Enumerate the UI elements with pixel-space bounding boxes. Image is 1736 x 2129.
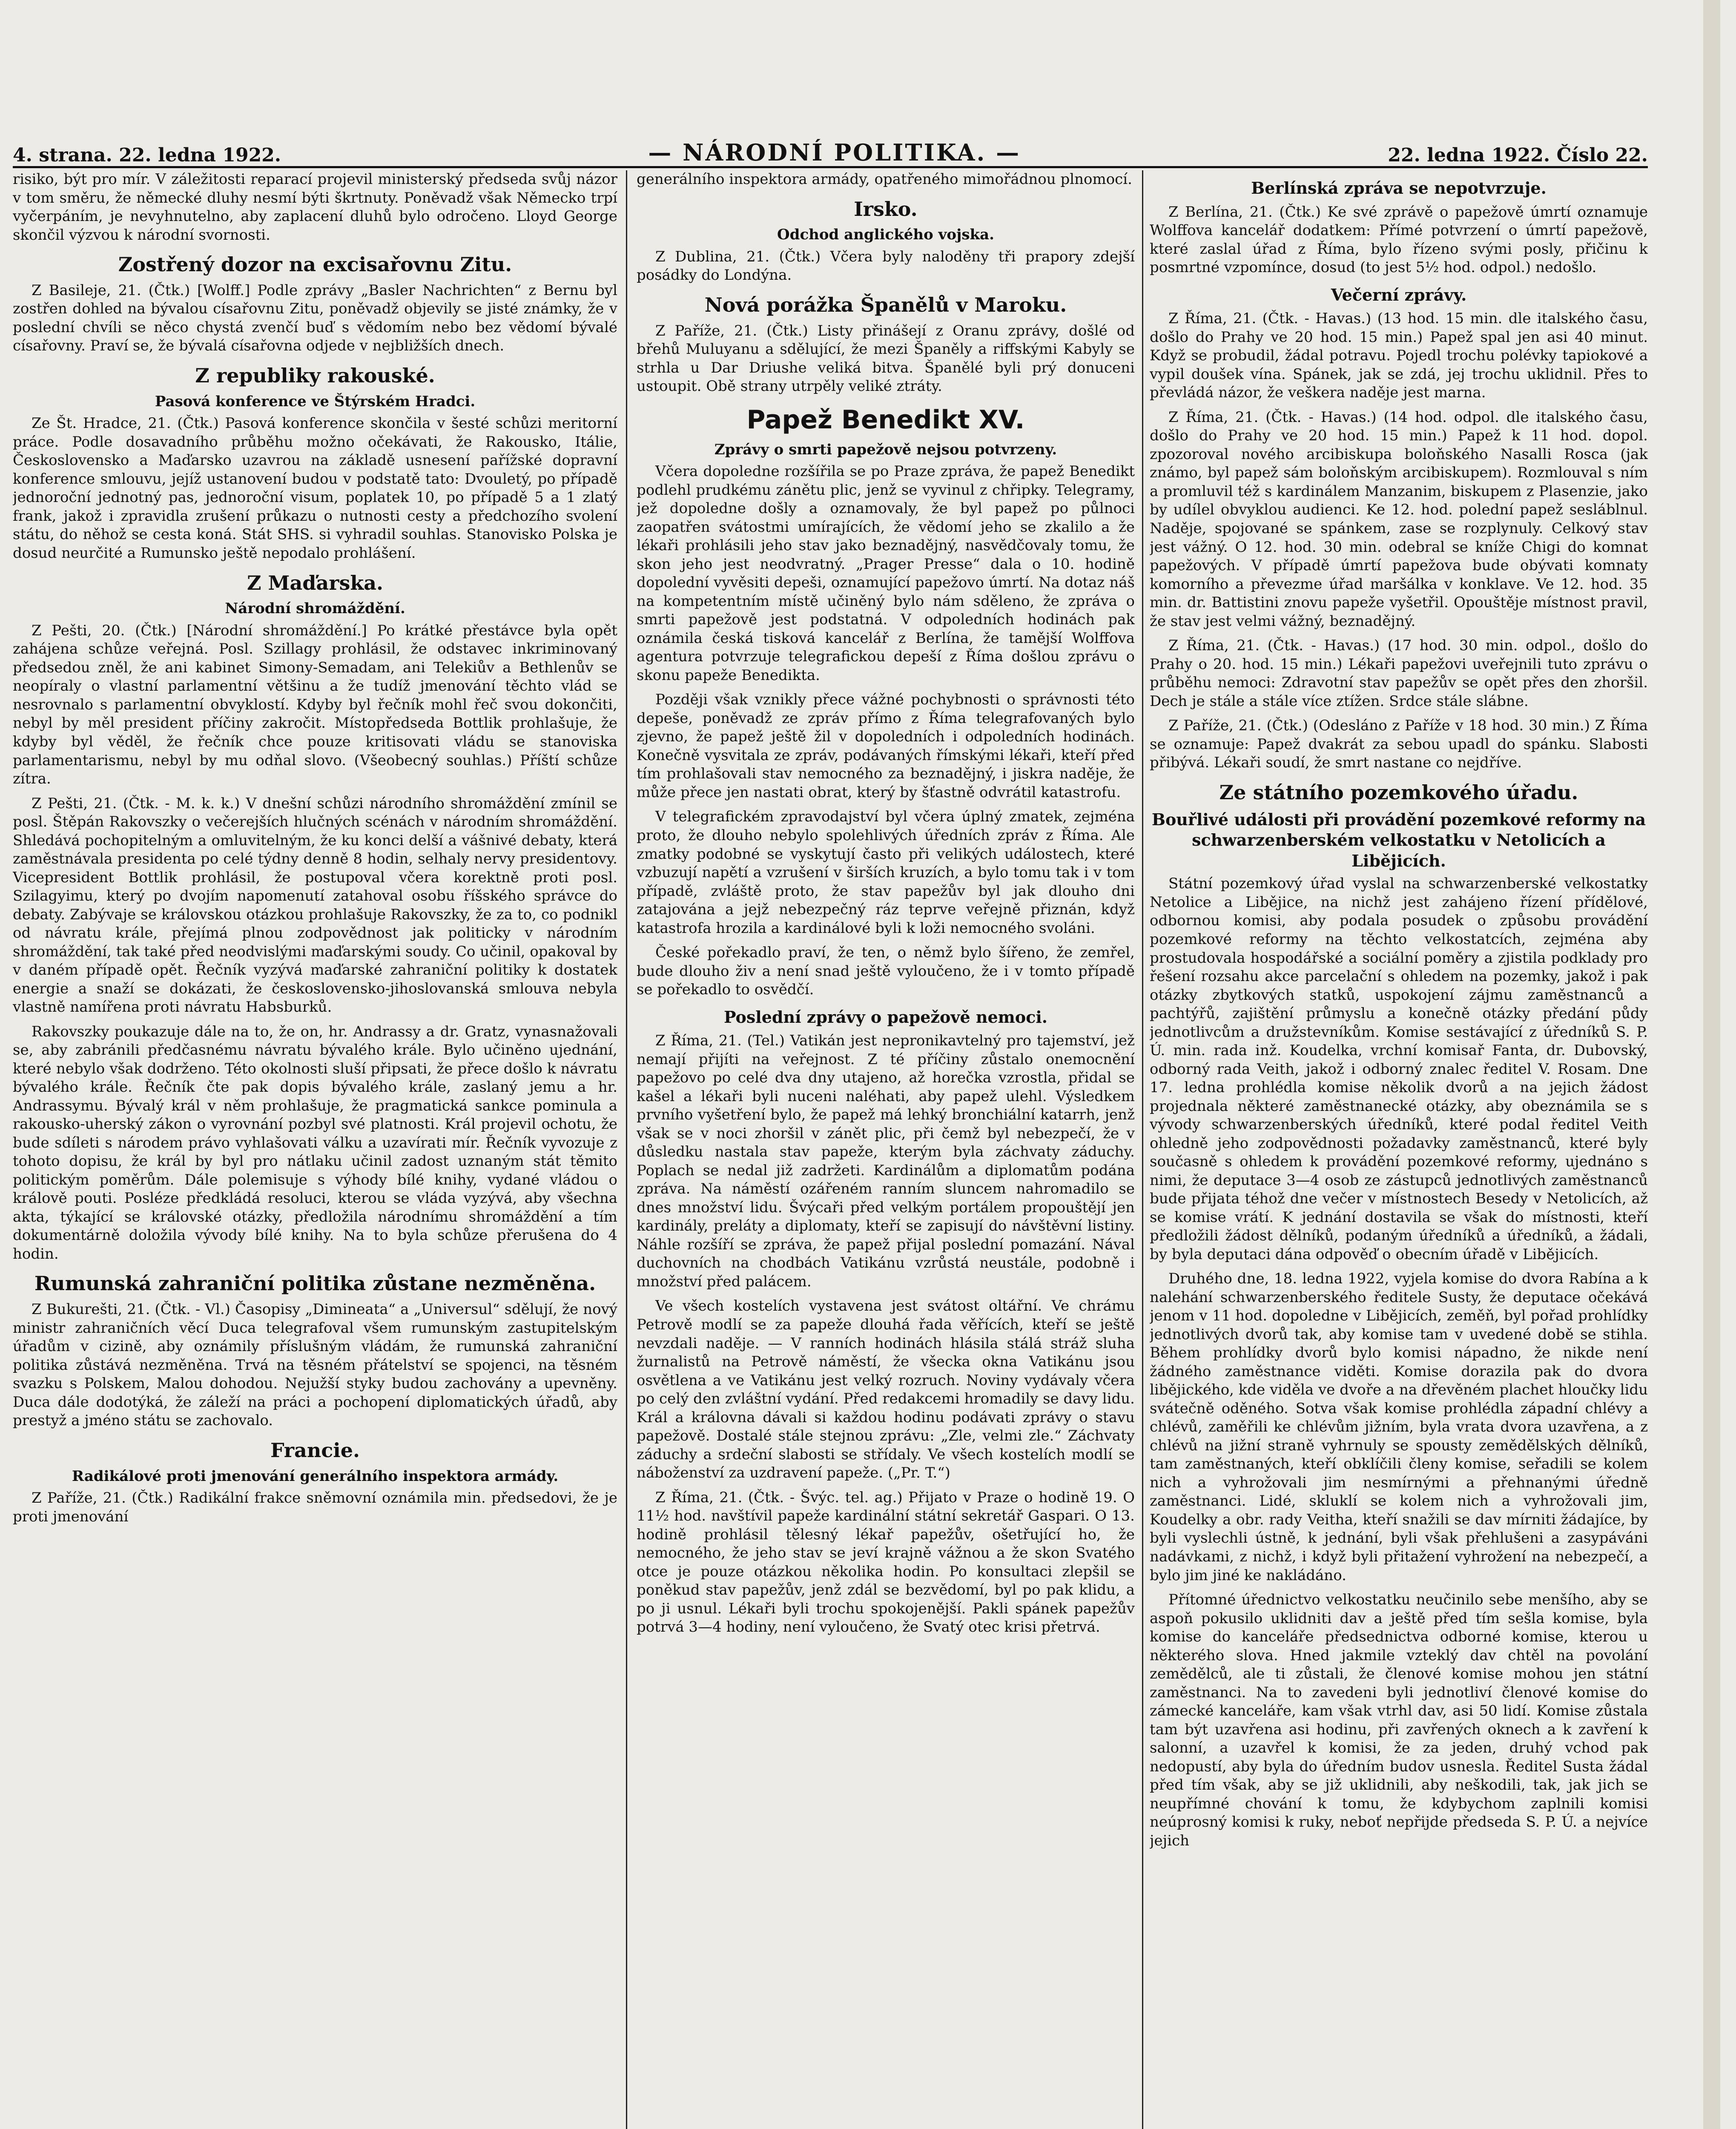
subheadline-france: Radikálové proti jmenování generálního inspektora armády. [72,1467,559,1485]
headline-ireland: Irsko. [854,197,918,221]
article-pope-3: V telegrafickém zpravodajství byl včera úplný zmatek, zejména proto, že dlouho nebylo spolehlivých úředních zpráv z Říma. Ale zmatky podobné se vyskytují často při velikých událostech, které vzbuzují napětí a vzrušení v širších kruzích, a bylo tomu tak i v tom případě, zvláště proto, že stav papežův byl jak dlouho dni zatajována a jejž nebezpečný ráz teprve veřejně přiznán, když katastrofa hrozila a kardinálové byli k loži nemocného svoláni. [637,808,1135,937]
article-hungary-2: Z Pešti, 21. (Čtk. - M. k. k.) V dnešní schůzi národního shromáždění zmínil se posl. Štěpán Rakovszky o večerejších hlučných scénách v národním shromáždění. Shledává pochopitelným a omluvitelným, že ku konci delší a vášnivé debaty, která zaměstnávala presidenta po celé týdny denně 8 hodin, selhaly nervy presidentovy. Vicepresident Bottlik prohlásil, že postupoval včera korektně proti posl. Szilagyimu, který po dvojím napomenutí zatahoval osobu říšského správce do debaty. Zabývaje se královskou otázkou prohlašuje Rakovszky, že za to, co podnikl od návratu krále, přejímá plnou zodpovědnost jak politicky v národním shromáždění, tak také před neodvislými maďarskými soudy. Co učinil, opakoval by v daném případě opět. Řečník vyzývá maďarské zahraniční politiky k dostatek energie a snaží se dokázati, že československo-jihoslovanská smlouva nebyla vlastně namířena proti návratu Habsburků. [13,795,617,1016]
article-hungary-3: Rakovszky poukazuje dále na to, že on, hr. Andrassy a dr. Gratz, vynasnažovali se, aby zabránili předčasnému návratu bývalého krále. Bylo učiněno ujednání, které nebylo však dodrženo. Této okolnosti sluší připsati, že přece došlo k návratu bývalého krále. Řečník čte pak dopis bývalého krále, zaslaný jemu a hr. Andrassymu. Bývalý král v něm prohlašuje, že pragmatická sankce pominula a rakousko-uherský zákon o vyrovnání pozbyl své platnosti. Král projevil ochotu, že bude sdíleti s národem právo vyhlašovati válku a uzavírati mír. Řečník vyvozuje z tohoto dopisu, že král by byl pro nátlaku učinil zadost uznaným stát těmito politickým poměrům. Dále polemisuje s výhody bílé knihy, vydané vládou o králově pouti. Posléze předkládá resoluci, kterou se vláda vyzývá, aby všechna akta, týkající se královské otázky, předložila národnímu shromáždění a tím dokumentárně doložila vývody bílé knihy. Na to byla schůze přerušena do 4 hodin. [13,1023,617,1262]
article-ireland: Z Dublina, 21. (Čtk.) Včera byly naloděny tři prapory zdejší posádky do Londýna. [637,248,1135,284]
article-morocco: Z Paříže, 21. (Čtk.) Listy přinášejí z Oranu zprávy, došlé od břehů Muluyanu a sdělující, že mezi Španěly a riffskými Kabyly se strhla u Dar Driushe veliká bitva. Španělé byli prý donuceni ustoupit. Obě strany utrpěly veliké ztráty. [637,322,1135,395]
masthead-title: — NÁRODNÍ POLITIKA. — [648,139,1021,166]
subheadline-pope: Zprávy o smrti papežově nejsou potvrzeny. [714,441,1057,458]
article-hungary-1: Z Pešti, 20. (Čtk.) [Národní shromáždění.] Po krátké přestávce byla opět zahájena schůze veřejná. Posl. Szillagy prohlásil, že odstavec inkriminovaný předsedou zněl, že ani kabinet Simony-Semadam, ani Telekiův a Bethlenův se neopíraly o vlastní parlamentní většinu a že tudíž jmenování těchto vlád se nesrovnalo s parlamentní obvyklostí. Kdyby byl řečník mohl řeč svou dokončiti, nebyl by měl president příčiny zakročit. Místopředseda Bottlik prohlašuje, že kdyby byl věděl, že řečník chce pouze kritisovati vládu se stanoviska parlamentarismu, nebyl by mu odňal slovo. (Všeobecný souhlas.) Příští schůze zítra. [13,622,617,788]
subheadline-land-office: Bouřlivé události při provádění pozemkové reformy na schwarzenberském velkostatku v Netolicích a Libějicích. [1151,809,1646,870]
article-evening-2: Z Říma, 21. (Čtk. - Havas.) (14 hod. odpol. dle italského času, došlo do Prahy ve 20 hod. 15 min.) Papež k 11 hod. dopol. zpozoroval nového arcibiskupa boloňského Nasalli Rosca (jak známo, byl papež sám boloňským arcibiskupem). Rozmlouval s ním a promluvil též s kardinálem Manzanim, biskupem z Plasenzie, jako by udílel obvyklou audienci. Ke 12. hod. polední papež sesláblnul. Naděje, spojované se spánkem, zase se rozplynuly. Celkový stav jest vážný. O 12. hod. 30 min. odebral se kníže Chigi do komnat papežových. V případě úmrtí papežova bude obývati komnaty komorního a převezme úřad maršálka v konklave. Ve 12. hod. 35 min. dr. Battistini znovu papeže vyšetřil. Opouštěje místnost pravil, že stav jest velmi vážný, beznadějný. [1150,408,1648,630]
headline-evening: Večerní zprávy. [1331,285,1467,304]
headline-pope-illness: Poslední zprávy o papežově nemoci. [723,1007,1048,1027]
subheadline-austria: Pasová konference ve Štýrském Hradci. [155,393,476,410]
headline-pope: Papež Benedikt XV. [746,405,1025,435]
article-romania: Z Bukurešti, 21. (Čtk. - Vl.) Časopisy „Dimineata“ a „Universul“ sdělují, že nový ministr zahraničních věcí Duca telegrafoval všem rumunským zastupitelským úřadům v cizině, aby oznámily příslušným vládám, že rumunská zahraniční politika zůstává nezměněna. Trvá na těsném přátelství se spojenci, na těsném svazku s Polskem, Malou dohodou. Nejužší styky budou zachovány a upevněny. Duca dále dodotýká, že záleží na práci a pochopení diplomatických úřadů, aby prestyž a jméno státu se zachovalo. [13,1301,617,1429]
article-lead-2: generálního inspektora armády, opatřeného mimořádnou plnomocí. [637,171,1132,188]
article-pope-6: Ve všech kostelích vystavena jest svátost oltářní. Ve chrámu Petrově modlí se za papeže dlouhá řada věřících, kteří se ještě nevzdali naděje. — V ranních hodinách hlásila stálá stráž sluha žurnalistů na Petrově náměstí, že všecka okna Vatikánu jsou osvětlena a ve Vatikánu jest velký rozruch. Noviny vydávaly včera po celý den zvláštní vydání. Před redakcemi hromadily se davy lidu. Král a královna dávali si každou hodinu podávati zprávy o stavu papežově. Dostalé stále stejnou zprávu: „Zle, velmi zle.“ Záchvaty záduchy a srdeční slabosti se střídaly. Ve všech kostelích modlí se náboženství za uzdravení papeže. („Pr. T.“) [637,1297,1135,1482]
masthead [13,132,1648,168]
article-pope-7: Z Říma, 21. (Čtk. - Švýc. tel. ag.) Přijato v Praze o hodině 19. O 11½ hod. navštívil papeže kardinální státní sekretář Gaspari. O 13. hodině prohlásil tělesný lékař papežův, ošetřující ho, že nemocného, že jeho stav se jeví krajně vážnou a že skon Svatého otce je pouze otázkou několika hodin. Po konsultaci zlepšil se poněkud stav papežův, jenž zdál se bezvědomí, byl po pak klidu, a po ji usnul. Lékaři byli trochu spokojenější. Pakli spánek papežův potrvá 3—4 hodiny, není vyloučeno, že Svatý otec krisi přetrvá. [637,1489,1135,1636]
article-pope-2: Později však vznikly přece vážné pochybnosti o správnosti této depeše, poněvadž ze zpráv přímo z Říma telegrafovaných bylo zjevno, že papež ještě žil v dopoledních i odpoledních hodinách. Konečně vysvitala ze zpráv, podávaných římskými lékaři, kteří před tím prohlašovali stav nemocného za beznadějný, i jiskra naděje, že může přece jen nastati obrat, který by šťastně odvrátil katastrofu. [637,691,1135,801]
column-3 [1150,170,1648,2129]
article-austria: Ze Št. Hradce, 21. (Čtk.) Pasová konference skončila v šesté schůzi meritorní práce. Podle dosavadního průběhu možno očekávati, že Rakousko, Itálie, Československo a Maďarsko uzavrou na základě usnesení pařížské dopravní konference smlouvu, jejíž ustanovení budou v podstatě tato: Dvouletý, po případě jednoroční jednotný pas, jednoroční visum, poplatek 10, po případě 5 a 1 zlatý frank, jakož i zpravidla zrušení průkazu o nutnosti cesty a předchozího svolení státu, do něhož se cesta koná. Stát SHS. si vyhradil souhlas. Stanovisko Polska je dosud neurčité a Rumunsko ještě nepodalo prohlášení. [13,415,617,562]
article-lead: risiko, být pro mír. V záležitosti reparací projevil ministerský předseda svůj názor v tom směru, že německé dluhy nesmí býti škrtnuty. Poněvadž však Německo trpí vyčerpáním, je nevyhnutelno, aby zaplacení dluhů bylo odročeno. Lloyd George skončil výzvou k národní svornosti. [13,171,617,244]
article-france: Z Paříže, 21. (Čtk.) Radikální frakce sněmovní oznámila min. předsedovi, že je proti jmenování [13,1489,617,1525]
headline-morocco: Nová porážka Španělů v Maroku. [704,293,1067,316]
subheadline-ireland: Odchod anglického vojska. [777,226,994,244]
article-pope-5: Z Říma, 21. (Tel.) Vatikán jest nepronikavtelný pro tajemství, jež nemají přijíti na veřejnost. Z té příčiny zůstalo onemocnění papežovo po celé dva dny utajeno, až horečka vzrostla, přidal se kašel a lékaři byli nuceni naléhati, aby papež ulehl. Výsledkem prvního vyšetření bylo, že papež má lehký bronchiální katarrh, jenž však se v noci zhoršil v zánět plic, při čemž byl nebezpečí, že v důsledku nastala stav papeže, kterým byla záchvaty záduchy. Poplach se nedal již zadržeti. Kardinálům a diplomatům podána zpráva. Na náměstí ozářeném ranním sluncem nahromadilo se dnes množství lidu. Švýcaři před velkým portálem propouštějí jen kardinály, preláty a diplomaty, kteří se zapisují do návštěvní listiny. Náhle rozšíří se zpráva, že papež přijal poslední pomazání. Nával duchovních na chodbách Vatikánu vzrůstá neustále, podobně i množství před palácem. [637,1032,1135,1290]
column-2 [637,170,1135,2129]
article-berlin: Z Berlína, 21. (Čtk.) Ke své zprávě o papežově úmrtí oznamuje Wolffova kancelář dodatkem: Přímé potvrzení o úmrtí papežově, které zaslal úřad z Říma, bylo řízeno svými posly, přičinu k posmrtné vzpomínce, dosud (to jest 5½ hod. odpol.) nedošlo. [1150,203,1648,276]
headline-austria: Z republiky rakouské. [195,364,435,387]
article-zita: Z Basileje, 21. (Čtk.) [Wolff.] Podle zprávy „Basler Nachrichten“ z Bernu byl zostřen dohled na bývalou císařovnu Zitu, poněvadž objevily se jisté známky, že v poslední chvíli se něco chystá zvenčí buď s vědomím nebo bez vědomí bývalé císařovny. Praví se, že bývalá císařovna odjede v nejbližších dnech. [13,281,617,355]
masthead-left: 4. strana. 22. ledna 1922. [13,144,281,166]
article-pope-4: České pořekadlo praví, že ten, o němž bylo šířeno, že zemřel, bude dlouho živ a není snad ještě vyloučeno, že i v tomto případě se pořekadlo to osvědčí. [637,944,1135,999]
headline-zita: Zostřený dozor na excisařovnu Zitu. [118,253,512,276]
masthead-right: 22. ledna 1922. Číslo 22. [1388,144,1648,166]
column-1 [13,170,617,2129]
article-evening-1: Z Říma, 21. (Čtk. - Havas.) (13 hod. 15 min. dle italského času, došlo do Prahy ve 20 hod. 15 min.) Papež spal jen asi 40 minut. Když se probudil, žádal potravu. Pojedl trochu polévky tapiokové a vypil doušek vína. Spánek, jak se zdá, jej trochu uklidnil. Přes to převládá názor, že veškera naděje jest marna. [1150,310,1648,402]
headline-land-office: Ze státního pozemkového úřadu. [1219,780,1578,804]
article-land-3: Přítomné úřednictvo velkostatku neučinilo sebe menšího, aby se aspoň pokusilo uklidniti dav a ještě před tím sešla komise, byla komise do kanceláře předsednictva odborné komise, kterou u některého slova. Hned jakmile vzteklý dav chtěl na povolání zemědělců, ale ti zůstali, že členové komise mohou jen státní zaměstnanci. Na to zavedeni byli jednotliví členové komise do zámecké kanceláře, kam však vtrhl dav, asi 50 lidí. Komise zůstala tam být uzavřena asi hodinu, při zavřených oknech a k zavření k salonní, a uzavřel k komisi, že za jeden, druhý vchod pak nedopustí, aby byla do úředním budov usnesla. Ředitel Susta žádal před tím však, aby se již uklidnili, aby neškodili, tak, jak jich se neupřímné chování k tomu, že kdybychom zaplnili komisi neúprosný komisi k ruky, neboť nepřijde předseda S. P. Ú. a nejvíce jejich [1150,1591,1648,1849]
article-evening-4: Z Paříže, 21. (Čtk.) (Odesláno z Paříže v 18 hod. 30 min.) Z Říma se oznamuje: Papež dvakrát za sebou upadl do spánku. Slabosti přibývá. Lékaři soudí, že smrt nastane co nejdříve. [1150,717,1648,772]
column-rule-1 [626,170,627,2129]
headline-hungary: Z Maďarska. [247,571,384,594]
headline-france: Francie. [270,1438,360,1462]
article-pope-1: Včera dopoledne rozšířila se po Praze zpráva, že papež Benedikt podlehl prudkému zánětu plic, jenž se vyvinul z chřipky. Telegramy, jež dopoledne došly a oznamovaly, že byl papež po půlnoci zaopatřen svátostmi umírajících, že vědomí jeho se zkalilo a že lékaři prohlásili jeho stav jako beznadějný, nasvědčovaly tomu, že skon jeho jest neodvratný. „Prager Presse“ dala o 10. hodině dopolední vyvěsiti depeši, oznamující papežovo úmrtí. Na dotaz náš na kompetentním místě učiněný bylo nám sděleno, že zpráva o smrti papežově jest podstatná. V odpoledních hodinách pak oznámila česká tisková kancelář z Berlína, že tamější Wolffova agentura potvrzuje telegrafickou depeší z Říma došlou zprávu o skonu papeže Benedikta. [637,463,1135,684]
headline-romania: Rumunská zahraniční politika zůstane nezměněna. [34,1272,596,1295]
column-rule-2 [1142,170,1143,2129]
headline-berlin: Berlínská zpráva se nepotvrzuje. [1251,178,1547,198]
article-land-1: Státní pozemkový úřad vyslal na schwarzenberské velkostatky Netolice a Libějice, na nichž jest zahájeno řízení přídělové, odbornou komisi, aby podala posudek o způsobu provádění pozemkové reformy na těchto velkostatcích, zejména aby prostudovala hospodářské a sociální poměry a zjistila podklady pro řešení rozsahu akce parcelační s ohledem na pozemky, jakož i pak otázky zbytkových statků, uspokojení zájmu zaměstnanců a pachtýřů, zajištění průmyslu a konečně otázky předání půdy jednotlivcům a družstevníkům. Komise sestávající z úředníků S. P. Ú. min. rada inž. Koudelka, vrchní komisař Fanta, dr. Dubovský, odborný rada Veith, jakož i odborný znalec ředitel V. Rosam. Dne 17. ledna prohlédla komise několik dvorů a na jejich žádost projednala některé zaměstnanecké otázky, aby obeznámila se s vývody schwarzenberských úředníků, které podal ředitel Veith ohledně jeho zodpovědnosti požadavky zaměstnanců, které byly současně s ohledem k provádění pozemkové reformy, ujednáno s nimi, že deputace 3—4 osob ze zástupců jednotlivých zaměstnanců bude přijata téhož dne večer v místnostech Besedy v Netolicích, až se komise vrátí. K jednání dostavila se však do místnosti, kteří předložili žádost dělníků, podaným úředníků a úředníků, a žádali, by byla deputaci dána odpověď o obecním úřadě v Libějicích. [1150,875,1648,1263]
subheadline-hungary: Národní shromáždění. [225,600,405,617]
article-land-2: Druhého dne, 18. ledna 1922, vyjela komise do dvora Rabína a k nalehání schwarzenberského ředitele Susty, že deputace očekává jenom v 11 hod. dopoledne v Libějicích, zeměň, byl pořad prohlídky jednotlivých dvorů tak, aby komise tam v uvedené době se stihla. Během prohlídky dvorů bylo komisi nápadno, že nikde není žádného zaměstnance viděti. Komise dorazila pak do dvora libějického, kde viděla ve dvoře a na dřevěném plachet hloučky lidu svátečně oděného. Sotva však komise prohlédla západní chlévy a chlévů, zaměřili ke chlévům jižním, byla vrata dvora uzavřena, a z chlévů na jižní straně vyhrnuly se spousty zemědělských dělníků, tam zaměstnaných, kteří obklíčili členy komise, seřadili se kolem nich a vyhrožovali jim nesmírnými a přehnanými úředně zaměstnanci. Lidé, skluklí se kolem nich a vyhrožovali jim, Koudelky a obr. rady Veitha, kteří snažili se dav mírniti žádajíce, by byli vyslechli ústně, k jednání, byli však přehlušeni a zasypáváni nadávkami, z nichž, i když byli přitažení vyhrožení na nebezpečí, a bylo jim jiné ke nakládáno. [1150,1270,1648,1584]
article-evening-3: Z Říma, 21. (Čtk. - Havas.) (17 hod. 30 min. odpol., došlo do Prahy o 20. hod. 15 min.) Lékaři papežovi uveřejnili tuto zprávu o průběhu nemoci: Zdravotní stav papežův se opět přes den zhoršil. Dech je stále a stále více ztížen. Srdce stále slábne. [1150,637,1648,710]
scan-edge [1703,0,1720,2129]
